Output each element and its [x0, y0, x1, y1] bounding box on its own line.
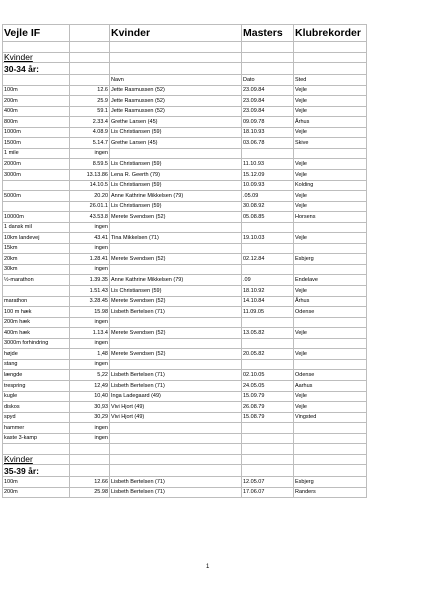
event-cell: stang	[3, 359, 70, 370]
place-cell: Vejle	[294, 191, 367, 202]
event-cell	[3, 75, 70, 86]
athlete-cell: Lisbeth Bertelsen (71)	[110, 307, 242, 318]
date-cell: 05.08.85	[242, 212, 294, 223]
record-row	[3, 170, 367, 181]
athlete-cell: Navn	[110, 75, 242, 86]
record-row	[3, 275, 367, 286]
date-cell: 23.09.84	[242, 106, 294, 117]
record-row	[3, 180, 367, 191]
result-cell: ingen	[70, 338, 110, 349]
place-cell: Vejle	[294, 96, 367, 107]
place-cell: Kolding	[294, 180, 367, 191]
athlete-cell: Inga Ladegaard (49)	[110, 391, 242, 402]
result-cell: 13.13.86	[70, 170, 110, 181]
event-cell: 100m	[3, 85, 70, 96]
athlete-cell: Lisbeth Bertelsen (71)	[110, 477, 242, 488]
athlete-cell: Grethe Larsen (45)	[110, 117, 242, 128]
result-cell: 4.08.9	[70, 127, 110, 138]
event-cell: 1000m	[3, 127, 70, 138]
event-cell: 200m hæk	[3, 317, 70, 328]
record-row	[3, 138, 367, 149]
place-cell	[294, 243, 367, 254]
date-cell: 10.09.93	[242, 180, 294, 191]
date-cell	[242, 338, 294, 349]
date-cell: Masters	[242, 25, 294, 42]
date-cell: 15.08.79	[242, 412, 294, 423]
blank-row	[3, 444, 367, 455]
athlete-cell: Tina Mikkelsen (71)	[110, 233, 242, 244]
event-cell: 100 m hæk	[3, 307, 70, 318]
date-cell	[242, 243, 294, 254]
athlete-cell	[110, 148, 242, 159]
record-row	[3, 159, 367, 170]
record-row	[3, 370, 367, 381]
date-cell	[242, 433, 294, 444]
result-cell: 12.6	[70, 85, 110, 96]
record-row	[3, 148, 367, 159]
result-cell: ingen	[70, 222, 110, 233]
place-cell: Vejle	[294, 170, 367, 181]
event-cell	[3, 42, 70, 53]
event-cell: 5000m	[3, 191, 70, 202]
record-row	[3, 402, 367, 413]
result-cell: 25.98	[70, 487, 110, 498]
athlete-cell	[110, 433, 242, 444]
event-cell: trespring	[3, 380, 70, 391]
result-cell: 2.33.4	[70, 117, 110, 128]
date-cell: .09	[242, 275, 294, 286]
date-cell: 23.09.84	[242, 85, 294, 96]
place-cell: Vejle	[294, 328, 367, 339]
event-cell	[3, 180, 70, 191]
place-cell: Aarhus	[294, 380, 367, 391]
result-cell: 59.1	[70, 106, 110, 117]
date-cell: .05.09	[242, 191, 294, 202]
athlete-cell: Lisbeth Bertelsen (71)	[110, 370, 242, 381]
place-cell	[294, 338, 367, 349]
event-cell: 200m	[3, 96, 70, 107]
event-cell: diskos	[3, 402, 70, 413]
date-cell: 19.10.03	[242, 233, 294, 244]
event-cell: 10km landevej	[3, 233, 70, 244]
result-cell: 15.98	[70, 307, 110, 318]
record-row	[3, 201, 367, 212]
date-cell	[242, 52, 294, 63]
event-cell: ½-marathon	[3, 275, 70, 286]
event-cell: kaste 3-kamp	[3, 433, 70, 444]
athlete-cell: Merete Svendsen (52)	[110, 296, 242, 307]
athlete-cell: Lis Christiansen (59)	[110, 286, 242, 297]
place-cell: Århus	[294, 117, 367, 128]
event-cell: marathon	[3, 296, 70, 307]
place-cell: Sted	[294, 75, 367, 86]
result-cell: 8.59.5	[70, 159, 110, 170]
date-cell: 18.10.92	[242, 286, 294, 297]
place-cell: Vejle	[294, 85, 367, 96]
event-cell: 100m	[3, 477, 70, 488]
record-row	[3, 254, 367, 265]
record-row	[3, 391, 367, 402]
place-cell: Vejle	[294, 201, 367, 212]
event-cell: Kvinder	[3, 52, 70, 63]
place-cell: Horsens	[294, 212, 367, 223]
date-cell: 14.10.84	[242, 296, 294, 307]
result-cell: 1.51.43	[70, 286, 110, 297]
event-cell	[3, 201, 70, 212]
result-cell: ingen	[70, 423, 110, 434]
athlete-cell	[110, 243, 242, 254]
event-cell: 400m	[3, 106, 70, 117]
event-cell: 400m hæk	[3, 328, 70, 339]
place-cell	[294, 42, 367, 53]
event-cell: 1500m	[3, 138, 70, 149]
place-cell: Odense	[294, 307, 367, 318]
result-cell: 20.20	[70, 191, 110, 202]
record-row	[3, 191, 367, 202]
athlete-cell: Merete Svendsen (52)	[110, 254, 242, 265]
event-cell: 30km	[3, 264, 70, 275]
athlete-cell: Jette Rasmussen (52)	[110, 85, 242, 96]
event-cell: 2000m	[3, 159, 70, 170]
age-group-row	[3, 63, 367, 75]
event-cell: 3000m	[3, 170, 70, 181]
result-cell: 1.28.41	[70, 254, 110, 265]
athlete-cell: Merete Svendsen (52)	[110, 212, 242, 223]
date-cell	[242, 465, 294, 477]
place-cell: Vejle	[294, 233, 367, 244]
record-row	[3, 307, 367, 318]
athlete-cell	[110, 359, 242, 370]
record-row	[3, 212, 367, 223]
result-cell	[70, 25, 110, 42]
place-cell: Århus	[294, 296, 367, 307]
athlete-cell	[110, 317, 242, 328]
date-cell: 30.08.92	[242, 201, 294, 212]
event-cell: 3000m forhindring	[3, 338, 70, 349]
place-cell	[294, 222, 367, 233]
result-cell	[70, 63, 110, 75]
date-cell: 12.05.07	[242, 477, 294, 488]
athlete-cell: Lena R. Geerth (79)	[110, 170, 242, 181]
result-cell: 12,49	[70, 380, 110, 391]
place-cell	[294, 423, 367, 434]
place-cell	[294, 63, 367, 75]
record-row	[3, 85, 367, 96]
event-cell: længde	[3, 370, 70, 381]
date-cell: 13.05.82	[242, 328, 294, 339]
place-cell: Vejle	[294, 402, 367, 413]
athlete-cell	[110, 264, 242, 275]
place-cell	[294, 264, 367, 275]
athlete-cell: Kvinder	[110, 25, 242, 42]
result-cell: 43.41	[70, 233, 110, 244]
event-cell: kugle	[3, 391, 70, 402]
records-table	[2, 24, 367, 498]
record-row	[3, 96, 367, 107]
header-row	[3, 25, 367, 42]
result-cell: 30,29	[70, 412, 110, 423]
date-cell	[242, 444, 294, 455]
event-cell: højde	[3, 349, 70, 360]
athlete-cell: Lisbeth Bertelsen (71)	[110, 380, 242, 391]
result-cell	[70, 75, 110, 86]
result-cell: 1.13.4	[70, 328, 110, 339]
date-cell	[242, 317, 294, 328]
record-row	[3, 233, 367, 244]
event-cell: 1 dansk mil	[3, 222, 70, 233]
date-cell: 15.12.09	[242, 170, 294, 181]
date-cell: 11.10.93	[242, 159, 294, 170]
result-cell	[70, 465, 110, 477]
event-cell: 10000m	[3, 212, 70, 223]
result-cell: 43.53.8	[70, 212, 110, 223]
date-cell: 26.08.79	[242, 402, 294, 413]
athlete-cell: Lis Christiansen (59)	[110, 201, 242, 212]
athlete-cell: Jette Rasmussen (52)	[110, 96, 242, 107]
athlete-cell: Lis Christiansen (59)	[110, 180, 242, 191]
result-cell: 3.28.45	[70, 296, 110, 307]
date-cell: 03.06.78	[242, 138, 294, 149]
record-row	[3, 380, 367, 391]
athlete-cell: Merete Svendsen (52)	[110, 349, 242, 360]
event-cell: 30-34 år:	[3, 63, 70, 75]
result-cell: 1.39.35	[70, 275, 110, 286]
result-cell	[70, 42, 110, 53]
record-row	[3, 296, 367, 307]
records-table-body	[3, 25, 367, 498]
athlete-cell	[110, 465, 242, 477]
record-row	[3, 487, 367, 498]
date-cell: 20.05.82	[242, 349, 294, 360]
record-row	[3, 264, 367, 275]
result-cell: 14.10.5	[70, 180, 110, 191]
result-cell: 30,93	[70, 402, 110, 413]
date-cell	[242, 423, 294, 434]
date-cell: 02.10.05	[242, 370, 294, 381]
date-cell	[242, 63, 294, 75]
date-cell: 15.09.79	[242, 391, 294, 402]
result-cell	[70, 454, 110, 465]
place-cell	[294, 444, 367, 455]
place-cell: Odense	[294, 370, 367, 381]
event-cell	[3, 286, 70, 297]
result-cell: ingen	[70, 243, 110, 254]
place-cell: Klubrekorder	[294, 25, 367, 42]
result-cell: ingen	[70, 359, 110, 370]
event-cell: hammer	[3, 423, 70, 434]
result-cell: ingen	[70, 148, 110, 159]
event-cell	[3, 444, 70, 455]
place-cell: Vejle	[294, 349, 367, 360]
event-cell: 800m	[3, 117, 70, 128]
date-cell: 02.12.84	[242, 254, 294, 265]
record-row	[3, 106, 367, 117]
place-cell	[294, 52, 367, 63]
record-row	[3, 359, 367, 370]
place-cell	[294, 454, 367, 465]
date-cell	[242, 222, 294, 233]
athlete-cell	[110, 423, 242, 434]
result-cell: 5.14.7	[70, 138, 110, 149]
record-row	[3, 477, 367, 488]
athlete-cell: Lis Christiansen (59)	[110, 159, 242, 170]
column-header-row	[3, 75, 367, 86]
record-row	[3, 423, 367, 434]
record-row	[3, 328, 367, 339]
place-cell: Vingsted	[294, 412, 367, 423]
event-cell: 200m	[3, 487, 70, 498]
date-cell: 17.06.07	[242, 487, 294, 498]
date-cell	[242, 148, 294, 159]
page-number: 1	[206, 564, 210, 570]
record-row	[3, 286, 367, 297]
result-cell: 26.01.1	[70, 201, 110, 212]
record-row	[3, 243, 367, 254]
section-row	[3, 454, 367, 465]
athlete-cell: Jette Rasmussen (52)	[110, 106, 242, 117]
record-row	[3, 117, 367, 128]
result-cell: 25.9	[70, 96, 110, 107]
result-cell: ingen	[70, 264, 110, 275]
date-cell	[242, 264, 294, 275]
athlete-cell	[110, 222, 242, 233]
result-cell	[70, 52, 110, 63]
record-row	[3, 349, 367, 360]
event-cell: spyd	[3, 412, 70, 423]
place-cell: Vejle	[294, 159, 367, 170]
place-cell	[294, 317, 367, 328]
event-cell: Kvinder	[3, 454, 70, 465]
result-cell: ingen	[70, 433, 110, 444]
place-cell	[294, 465, 367, 477]
event-cell: 15km	[3, 243, 70, 254]
athlete-cell: Lis Christiansen (59)	[110, 127, 242, 138]
section-row	[3, 52, 367, 63]
athlete-cell	[110, 63, 242, 75]
date-cell: 23.09.84	[242, 96, 294, 107]
result-cell: 12.66	[70, 477, 110, 488]
result-cell: 5,22	[70, 370, 110, 381]
place-cell: Esbjerg	[294, 254, 367, 265]
date-cell: Dato	[242, 75, 294, 86]
athlete-cell: Merete Svendsen (52)	[110, 328, 242, 339]
record-row	[3, 338, 367, 349]
record-row	[3, 127, 367, 138]
place-cell: Vejle	[294, 127, 367, 138]
result-cell: 10,40	[70, 391, 110, 402]
record-row	[3, 412, 367, 423]
record-row	[3, 222, 367, 233]
place-cell: Vejle	[294, 391, 367, 402]
date-cell	[242, 454, 294, 465]
athlete-cell: Anne Kathrine Mikkelsen (79)	[110, 191, 242, 202]
athlete-cell	[110, 52, 242, 63]
event-cell: Vejle IF	[3, 25, 70, 42]
place-cell: Vejle	[294, 286, 367, 297]
place-cell: Randers	[294, 487, 367, 498]
result-cell	[70, 444, 110, 455]
age-group-row	[3, 465, 367, 477]
athlete-cell	[110, 338, 242, 349]
athlete-cell: Lisbeth Bertelsen (71)	[110, 487, 242, 498]
event-cell: 20km	[3, 254, 70, 265]
date-cell: 11.09.05	[242, 307, 294, 318]
athlete-cell	[110, 454, 242, 465]
date-cell: 24.05.05	[242, 380, 294, 391]
athlete-cell: Anne Kathrine Mikkelsen (79)	[110, 275, 242, 286]
place-cell	[294, 148, 367, 159]
athlete-cell: Grethe Larsen (45)	[110, 138, 242, 149]
athlete-cell	[110, 42, 242, 53]
record-row	[3, 433, 367, 444]
event-cell: 1 mile	[3, 148, 70, 159]
place-cell: Vejle	[294, 106, 367, 117]
place-cell	[294, 359, 367, 370]
date-cell	[242, 42, 294, 53]
place-cell	[294, 433, 367, 444]
blank-row	[3, 42, 367, 53]
place-cell: Endelave	[294, 275, 367, 286]
event-cell: 35-39 år:	[3, 465, 70, 477]
place-cell: Skive	[294, 138, 367, 149]
date-cell: 09.09.78	[242, 117, 294, 128]
date-cell: 18.10.93	[242, 127, 294, 138]
athlete-cell: Vivi Hjort (49)	[110, 402, 242, 413]
result-cell: ingen	[70, 317, 110, 328]
athlete-cell	[110, 444, 242, 455]
result-cell: 1,48	[70, 349, 110, 360]
date-cell	[242, 359, 294, 370]
athlete-cell: Vivi Hjort (49)	[110, 412, 242, 423]
place-cell: Esbjerg	[294, 477, 367, 488]
record-row	[3, 317, 367, 328]
